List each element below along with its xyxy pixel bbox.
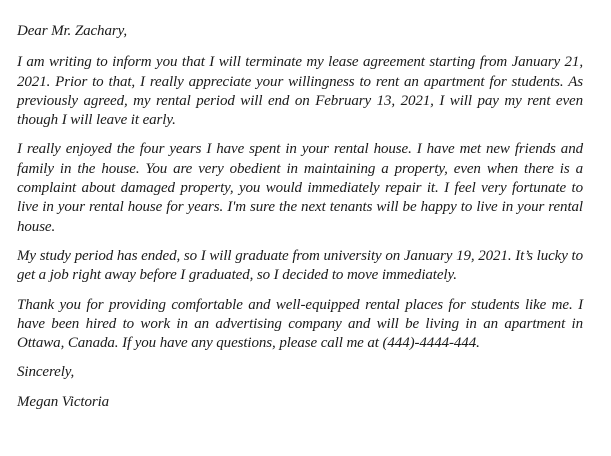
letter-paragraph-reason: My study period has ended, so I will graduate from university on January 19, 2021. It’s lucky to get a job right away before I graduated, so I decided to move immediately. (17, 247, 583, 284)
letter-paragraph-termination-notice: I am writing to inform you that I will terminate my lease agreement starting from January 21, 2021. Prior to that, I really appreciate your willingness to rent an apartment for students. As previously agreed, my rental period will end on February 13, 2021, I will pay my rent even though I will leave it early. (17, 54, 583, 129)
letter-paragraph-appreciation: I really enjoyed the four years I have spent in your rental house. I have met new friends and family in the house. You are very obedient in maintaining a property, even when there is a complaint about damaged property, you would immediately repair it. I feel very fortunate to live in your rental house for years. I'm sure the next tenants will be happy to live in your rental house. (17, 141, 583, 235)
salutation: Dear Mr. Zachary, (17, 23, 127, 39)
signature: Megan Victoria (17, 393, 110, 410)
letter-paragraph-thanks-contact: Thank you for providing comfortable and well-equipped rental places for students like me. I have been hired to work in an advertising company and will be living in an apartment in Ottawa, Canada. If you have any questions, please call me at (444)-4444-444. (17, 296, 583, 352)
closing: Sincerely, (17, 364, 75, 381)
